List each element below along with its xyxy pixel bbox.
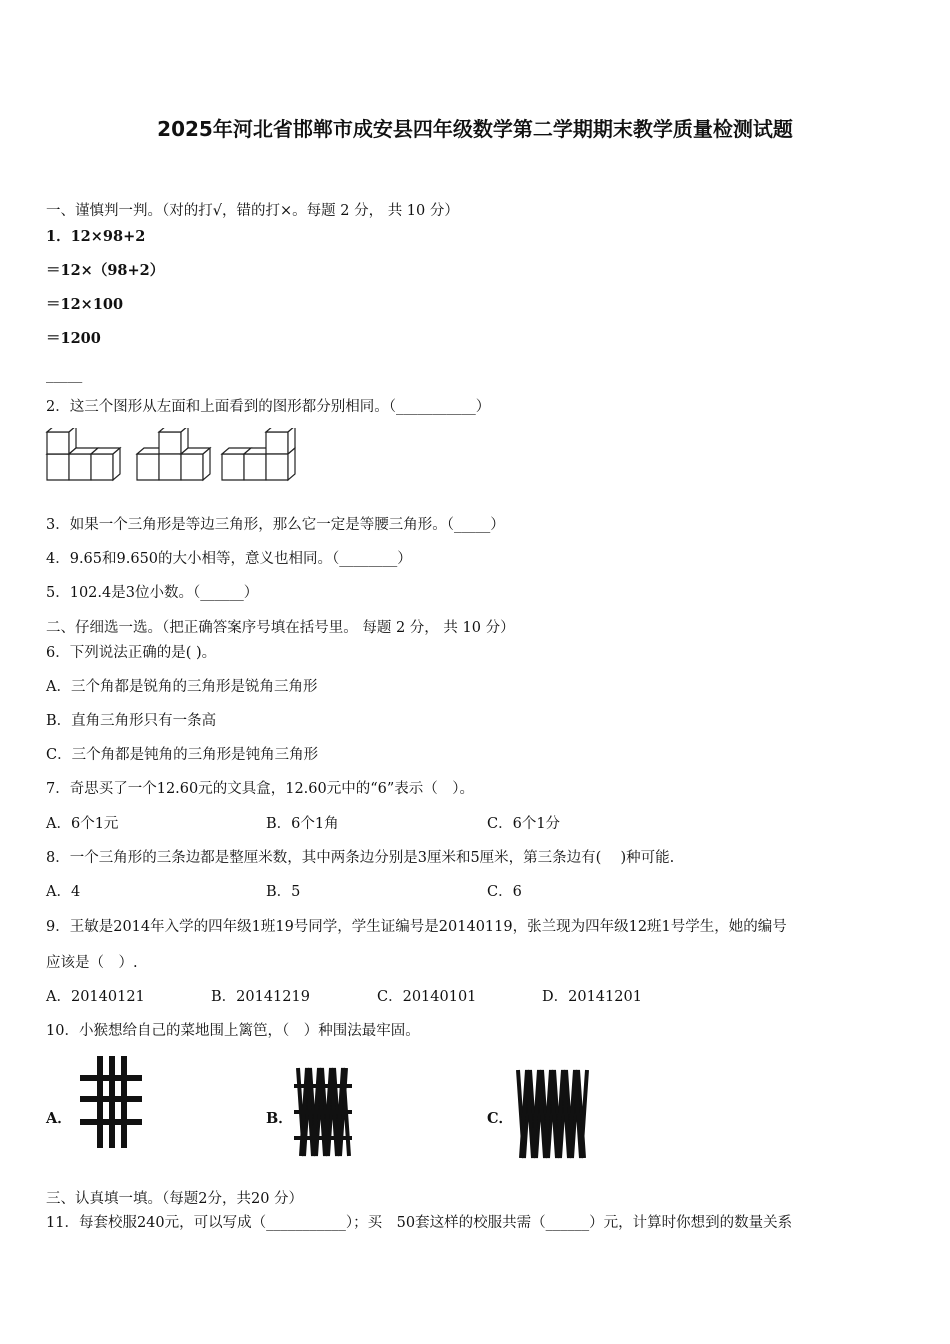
q8-option-c[interactable]: C．6 <box>487 884 522 900</box>
q10-option-b-label[interactable]: B． <box>266 1110 293 1127</box>
q10-stem: 10．小猴想给自己的菜地围上篱笆，（ ）种围法最牢固。 <box>46 1023 420 1039</box>
q6-option-a[interactable]: A．三个角都是锐角的三角形是锐角三角形 <box>46 679 318 695</box>
q6-option-b[interactable]: B．直角三角形只有一条高 <box>46 713 217 729</box>
q1-line4: ＝1200 <box>46 330 101 347</box>
q9-option-b[interactable]: B．20141219 <box>211 989 310 1005</box>
q9-stem-line2: 应该是（ ）. <box>46 955 138 971</box>
q3-stem: 3．如果一个三角形是等边三角形，那么它一定是等腰三角形。（_____） <box>46 517 505 533</box>
q11-stem: 11．每套校服240元，可以写成（___________）；买 50套这样的校服共需（______）元，计算时你想到的数量关系 <box>46 1215 793 1231</box>
q4-stem: 4．9.65和9.650的大小相等，意义也相同。（________） <box>46 551 412 567</box>
q9-option-d[interactable]: D．20141201 <box>542 989 642 1005</box>
section1-heading: 一、谨慎判一判。（对的打√，错的打×。每题 2 分， 共 10 分） <box>46 203 459 219</box>
section3-heading: 三、认真填一填。（每题2分，共20 分） <box>46 1191 304 1207</box>
q1-line1: 1．12×98+2 <box>46 228 146 245</box>
q9-stem-line1: 9．王敏是2014年入学的四年级1班19号同学，学生证编号是20140119，张兰现为四年级12班1号学生，她的编号 <box>46 919 787 935</box>
q10-option-c-label[interactable]: C． <box>487 1110 514 1127</box>
q6-stem: 6．下列说法正确的是( )。 <box>46 645 217 661</box>
q10-option-a-label[interactable]: A． <box>46 1110 72 1127</box>
q1-line2: ＝12×（98+2） <box>46 262 165 279</box>
cube-figure-3 <box>222 428 295 480</box>
q7-option-c[interactable]: C．6个1分 <box>487 816 561 832</box>
q7-option-b[interactable]: B．6个1角 <box>266 816 339 832</box>
q9-option-c[interactable]: C．20140101 <box>377 989 477 1005</box>
q7-option-a[interactable]: A．6个1元 <box>46 816 119 832</box>
q5-stem: 5．102.4是3位小数。（______） <box>46 585 259 601</box>
fence-grid-icon <box>78 1054 144 1150</box>
q6-option-c[interactable]: C．三个角都是钝角的三角形是钝角三角形 <box>46 747 319 763</box>
q1-line3: ＝12×100 <box>46 296 124 313</box>
q8-stem: 8．一个三角形的三条边都是整厘米数，其中两条边分别是3厘米和5厘米，第三条边有( )种可能. <box>46 850 675 866</box>
fence-crossed-grid-icon <box>292 1064 354 1160</box>
q2-cube-figures <box>44 428 304 486</box>
q8-option-b[interactable]: B．5 <box>266 884 301 900</box>
cube-figure-2 <box>137 428 210 480</box>
fence-diamond-lattice-icon <box>514 1066 590 1162</box>
q8-option-a[interactable]: A．4 <box>46 884 81 900</box>
q2-stem: 2．这三个图形从左面和上面看到的图形都分别相同。（___________） <box>46 399 491 415</box>
section2-heading: 二、仔细选一选。（把正确答案序号填在括号里。 每题 2 分， 共 10 分） <box>46 620 515 636</box>
q1-answer-blank[interactable]: _____ <box>46 367 83 383</box>
page-title: 2025年河北省邯郸市成安县四年级数学第二学期期末教学质量检测试题 <box>157 117 793 141</box>
q7-stem: 7．奇思买了一个12.60元的文具盒，12.60元中的“6”表示（ ）。 <box>46 781 475 797</box>
q9-option-a[interactable]: A．20140121 <box>46 989 145 1005</box>
cube-figure-1 <box>47 428 120 480</box>
